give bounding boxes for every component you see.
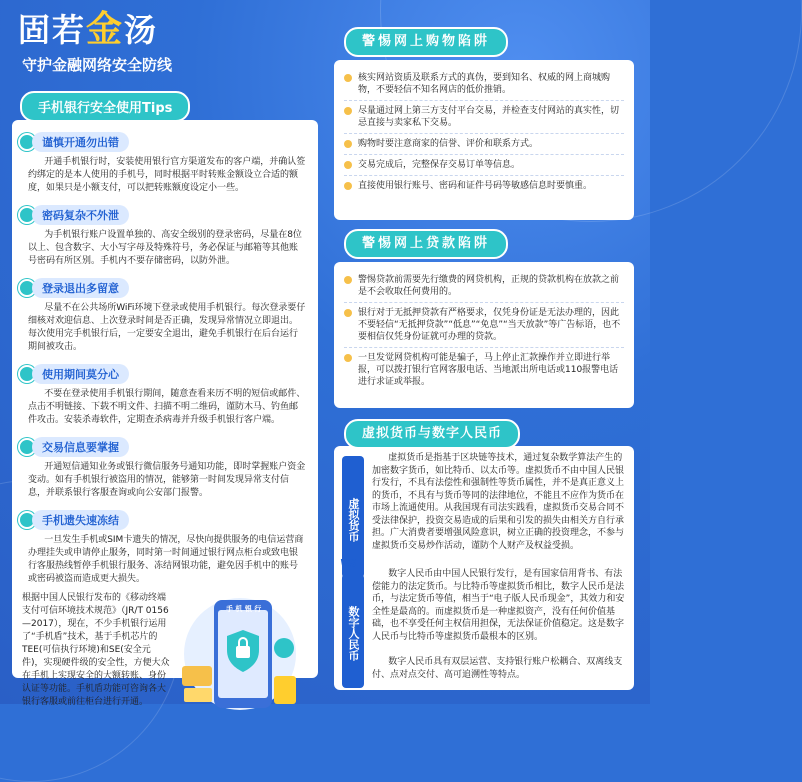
mobile-bank-card bbox=[12, 120, 318, 707]
loan-tag: 警惕网上贷款陷阱 bbox=[344, 229, 508, 259]
tip-body: 一旦发生手机或SIM卡遗失的情况，尽快向提供服务的电信运营商办理挂失或申请停止服务，同时第一时间通过银行网点柜台或致电银行客服热线暂停手机银行服务、冻结网银功能，避免因手机中的账号或密码被盗而造成更大损失。 bbox=[28, 535, 304, 584]
bullet-icon bbox=[344, 140, 352, 148]
left-column bbox=[12, 8, 318, 122]
digital-rmb-text: 数字人民币由中国人民银行发行，是有国家信用背书、有法偿能力的法定货币。与比特币等虚拟货币相比，数字人民币是法币，与法定货币等值，相当于“电子版人民币现金”，其效力和安全性是最高的。而虚拟货币是一种虚拟资产，没有任何价值基础，也不享受任何主权信用担保，无法保证价值稳定。这是数字人民币与比特币等虚拟货币最根本的区别。 bbox=[372, 569, 625, 642]
bullet-icon bbox=[344, 276, 352, 284]
tip-title: 使用期间莫分心 bbox=[32, 364, 129, 384]
tip-item bbox=[12, 132, 318, 195]
vs-label: VS bbox=[340, 557, 357, 570]
promo-text: 根据中国人民银行发布的《移动终端支付可信环境技术规范》（JR/T 0156—2017），现在，不少手机银行运用了“手机盾”技术，基于手机芯片的TEE(可信执行环境)和SE(安全元件)，实现硬件级的安全性，方便大众在手机上实现安全的大额转账、身份认证等功能。手机盾功能可咨询各大银行客服或前往柜台进行开通。 bbox=[22, 593, 170, 707]
phone-label: 手 机 银 行 bbox=[226, 605, 262, 613]
virtual-currency-text: 虚拟货币是指基于区块链等技术，通过复杂数学算法产生的加密数字货币，如比特币、以太币等。虚拟货币不由中国人民银行发行，不具有法偿性和强制性等货币属性，并不是真正意义上的货币，不具有与货币等同的法律地位，不能且不应作为货币在市场上流通使用。从我国现有司法实践看，虚拟货币交易合同不受法律保护，投资交易造成的后果和引发的损失由相关方自行承担。广大消费者要增强风险意识，树立正确的投资理念，不参与虚拟货币交易炒作活动，谨防个人财产及权益受损。 bbox=[372, 453, 625, 551]
bullet-icon bbox=[344, 74, 352, 82]
phone-shield-promo bbox=[12, 586, 318, 720]
digital-rmb-label: 数字人民币 bbox=[342, 574, 364, 688]
tip-body: 为手机银行账户设置单独的、高安全级别的登录密码，尽量在8位以上、包含数字、大小写字母及特殊符号，务必保证与邮箱等其他账号密码有所区别。手机内不要存储密码，以防外泄。 bbox=[28, 230, 302, 266]
shopping-tag: 警惕网上购物陷阱 bbox=[344, 27, 508, 57]
tip-item bbox=[12, 278, 318, 354]
tip-title: 密码复杂不外泄 bbox=[32, 205, 129, 225]
bullet-icon bbox=[344, 107, 352, 115]
bullet-icon bbox=[344, 354, 352, 362]
tip-item bbox=[12, 437, 318, 500]
bullet-icon bbox=[344, 161, 352, 169]
digital-rmb-features: 数字人民币具有双层运营、支持银行账户松耦合、双离线支付、点对点交付、高可追溯性等特点。 bbox=[372, 657, 623, 680]
tip-body: 不要在登录使用手机银行期间，随意查看来历不明的短信或邮件、点击不明链接、下载不明文件、扫描不明二维码，谨防木马、钓鱼邮件攻击。安装杀毒软件，定期查杀病毒并升级手机银行客户端。 bbox=[28, 389, 306, 425]
list-item: 购物时要注意商家的信誉、评价和联系方式。 bbox=[344, 134, 624, 155]
tip-body: 开通手机银行时，安装使用银行官方渠道发布的客户端，并确认签约绑定的是本人使用的手机号，同时根据平时转账金额设立合适的额度，如果只是小额支付，可以把转账额度设定小一些。 bbox=[28, 157, 306, 193]
bullet-icon bbox=[344, 309, 352, 317]
virtual-currency-label: 虚拟货币 bbox=[342, 456, 364, 578]
list-item: 一旦发觉网贷机构可能是骗子，马上停止汇款操作并立即进行举报，可以拨打银行官网客服电话、当地派出所电话或110报警电话进行求证或举报。 bbox=[344, 348, 624, 392]
tip-item bbox=[12, 510, 318, 586]
list-item: 直接使用银行账号、密码和证件号码等敏感信息时要慎重。 bbox=[344, 176, 624, 196]
list-item: 警惕贷款前需要先行缴费的网贷机构，正规的贷款机构在放款之前是不会收取任何费用的。 bbox=[344, 270, 624, 303]
tip-title: 谨慎开通勿出错 bbox=[32, 132, 129, 152]
page-title: 固若金汤 bbox=[18, 9, 159, 50]
tip-item bbox=[12, 364, 318, 427]
list-item: 尽量通过网上第三方支付平台交易，并检查支付网站的真实性，切忌直接与卖家私下交易。 bbox=[344, 101, 624, 134]
list-item: 核实网站资质及联系方式的真伪，要到知名、权威的网上商城购物，不要轻信不知名网店的低价推销。 bbox=[344, 68, 624, 101]
tip-title: 手机遗失速冻结 bbox=[32, 510, 129, 530]
title-gold-char: 金 bbox=[86, 9, 125, 50]
tip-item bbox=[12, 205, 318, 268]
phone-illustration bbox=[170, 592, 308, 720]
list-item: 银行对于无抵押贷款有严格要求，仅凭身份证是无法办理的，因此不要轻信“无抵押贷款”“低息”“免息”“当天放款”等广告标语，也不要相信仅凭身份证就可办理的贷款。 bbox=[344, 303, 624, 348]
tip-body: 尽量不在公共场所WiFi环境下登录或使用手机银行。每次登录要仔细核对欢迎信息、上次登录时间是否正确，发现异常情况立即退出。每次使用完手机银行后，一定要安全退出，避免手机银行在后台运行期间被攻击。 bbox=[28, 303, 306, 352]
tip-body: 开通短信通知业务或银行微信服务号通知功能，即时掌握账户资金变动。如有手机银行被盗用的情况，能够第一时间发现异常支付信息，并联系银行客服查询或向公安部门报警。 bbox=[28, 462, 306, 498]
tip-title: 交易信息要掌握 bbox=[32, 437, 129, 457]
page-subtitle: 守护金融网络安全防线 bbox=[22, 56, 173, 74]
currency-tag: 虚拟货币与数字人民币 bbox=[344, 419, 520, 449]
list-item: 交易完成后，完整保存交易订单等信息。 bbox=[344, 155, 624, 176]
bullet-icon bbox=[344, 182, 352, 190]
tip-title: 登录退出多留意 bbox=[32, 278, 129, 298]
shopping-card bbox=[334, 60, 634, 220]
mobile-bank-tips-tag: 手机银行安全使用Tips bbox=[20, 91, 190, 122]
currency-card bbox=[334, 446, 634, 690]
loan-card bbox=[334, 262, 634, 408]
